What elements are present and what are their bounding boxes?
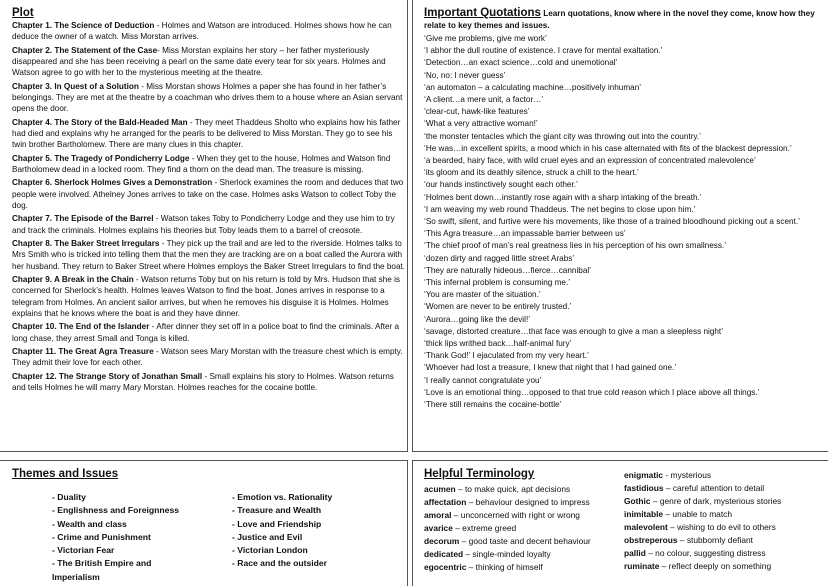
quotation: ‘Thank God!’ I ejaculated from my very heart.’: [424, 351, 589, 361]
theme-item: - Victorian Fear: [52, 545, 115, 556]
theme-item: - Englishness and Foreignness: [52, 505, 180, 516]
quotation: ‘an automaton – a calculating machine…positively inhuman’: [424, 82, 642, 92]
chapter-text: - Holmes and Watson are introduced. Holmes shows how he can deduce the owner of a watch. Miss Morstan arrives.: [12, 21, 392, 42]
term-definition: – stubbornly defiant: [677, 535, 753, 545]
quotation: ‘Aurora…going like the devil!’: [424, 314, 531, 324]
theme-item: - The British Empire and Imperialism: [52, 558, 152, 582]
chapter-title: Chapter 9. A Break in the Chain: [12, 274, 134, 284]
chapter-title: Chapter 2. The Statement of the Case: [12, 45, 158, 55]
chapter-summary: [12, 20, 407, 43]
chapter-text: - They pick up the trail and are led to the riverside. Holmes talks to Mrs Smith who is tricked into telling them that the men they are tracking are on a boat called the Aurora with her husband. They return to Baker Street where Holmes employs the Baker Street Irregulars to find the boat.: [12, 238, 406, 271]
term-word: dedicated: [424, 549, 464, 559]
quotation: ‘The chief proof of man’s real greatness lies in his perception of his own smallness.’: [424, 241, 727, 251]
term-definition: – genre of dark, mysterious stories: [650, 496, 782, 506]
chapter-summary: [12, 117, 407, 151]
terminology-entry: [424, 483, 624, 496]
chapter-text: - Small explains his story to Holmes. Watson returns and tells Holmes he will marry Mary Morstan. Holmes reaches for the cocaine bottle.: [12, 371, 394, 392]
term-word: amoral: [424, 510, 452, 520]
chapter-title: Chapter 8. The Baker Street Irregulars: [12, 238, 160, 248]
term-word: acumen: [424, 484, 456, 494]
chapter-text: - Miss Morstan explains her story – her father mysteriously disappeared and she has been receiving a pearl on the same date every tear for six years. Holmes and Watson agree to go with her to the mysterious meeting at the theatre.: [12, 45, 386, 78]
quotation: ‘a bearded, hairy face, with wild cruel eyes and an expression of concentrated malevolence’: [424, 156, 756, 166]
term-word: inimitable: [624, 509, 664, 519]
chapter-title: Chapter 7. The Episode of the Barrel: [12, 214, 154, 224]
terminology-entry: [624, 560, 824, 573]
term-word: obstreperous: [624, 535, 678, 545]
term-definition: - mysterious: [663, 470, 712, 480]
theme-item: - Crime and Punishment: [52, 531, 151, 542]
chapter-text: - Miss Morstan shows Holmes a paper she has found in her father’s belongings. They are met at the theatre by a coachman who drives them to a house where an Asian servant opens the door.: [12, 81, 403, 114]
term-word: avarice: [424, 523, 453, 533]
theme-item: - Duality: [52, 492, 86, 502]
terminology-entry: [424, 561, 624, 574]
chapter-text: - They meet Thaddeus Sholto who explains how his father had died and explains why he arranged for the pearls to be delivered to Miss Morstan. They go to see his twin brother Bartholomew. There are many clues in this chapter.: [12, 117, 401, 150]
chapter-title: Chapter 6. Sherlock Holmes Gives a Demonstration: [12, 178, 213, 188]
chapter-summary: [12, 274, 407, 320]
theme-item: - Treasure and Wealth: [232, 505, 322, 516]
theme-item: - Emotion vs. Rationality: [232, 492, 333, 502]
chapter-summary: [12, 177, 407, 211]
term-word: affectation: [424, 497, 467, 507]
terminology-entry: [424, 548, 624, 561]
term-word: decorum: [424, 536, 460, 546]
terminology-panel: [412, 460, 828, 586]
terminology-entry: [624, 469, 824, 482]
themes-panel: [0, 460, 408, 586]
chapter-title: Chapter 4. The Story of the Bald-Headed Man: [12, 117, 188, 127]
quotation: ‘the monster tentacles which the giant city was throwing out into the country.’: [424, 131, 701, 141]
quotation: ‘dozen dirty and ragged little street Arabs’: [424, 253, 575, 263]
quotation: ‘What a very attractive woman!’: [424, 119, 538, 129]
term-definition: – careful attention to detail: [663, 483, 765, 493]
quotation: ‘Holmes bent down…instantly rose again with a sharp intaking of the breath.’: [424, 192, 702, 202]
theme-item: - Love and Friendship: [232, 518, 322, 529]
quotation: ‘This Agra treasure…an impassable barrier between us’: [424, 229, 626, 239]
theme-item: - Wealth and class: [52, 518, 127, 529]
chapter-text: - After dinner they set off in a police boat to find the criminals. After a long chase, they arrest Small and Tonga is killed.: [12, 322, 400, 343]
terminology-heading: Helpful Terminology: [424, 468, 535, 480]
chapter-title: Chapter 12. The Strange Story of Jonathan Small: [12, 371, 203, 381]
term-definition: – extreme greed: [452, 523, 517, 533]
chapter-summary: [12, 153, 407, 176]
quotation: ‘I am weaving my web round Thaddeus. The net begins to close upon him.’: [424, 204, 696, 214]
term-definition: – no colour, suggesting distress: [645, 548, 766, 558]
quotation: ‘clear-cut, hawk-like features’: [424, 107, 530, 117]
term-definition: – wishing to do evil to others: [667, 522, 776, 532]
quotation: ‘So swift, silent, and furtive were his movements, like those of a trained bloodhound picking out a scent.’: [424, 217, 800, 227]
chapter-title: Chapter 11. The Great Agra Treasure: [12, 346, 154, 356]
term-word: Gothic: [624, 496, 651, 506]
quotation: ‘Whoever had lost a treasure, I knew that night that I had gained one.’: [424, 363, 677, 373]
quotations-heading: Important Quotations: [424, 7, 541, 19]
terminology-entry: [624, 534, 824, 547]
chapter-list: [12, 20, 407, 393]
quotation: ‘thick lips writhed back…half-animal fury’: [424, 339, 572, 349]
chapter-text: - Watson returns Toby but on his return is told by Mrs. Hudson that she is concerned for Sherlock’s health. Holmes leaves Watson to find the boat. Jones arrives in response to a telegram from Holmes. An ancient sailor arrives, but when he removes his disguise it is Holmes. Holmes explains that he knows where the boat is and they have dinner.: [12, 274, 400, 319]
quotation: ‘This infernal problem is consuming me.’: [424, 278, 571, 288]
term-definition: – unable to match: [663, 509, 732, 519]
chapter-summary: [12, 321, 407, 344]
terminology-entry: [624, 547, 824, 560]
term-definition: – good taste and decent behaviour: [459, 536, 591, 546]
theme-item: - Victorian London: [232, 545, 308, 556]
chapter-summary: [12, 346, 407, 369]
terminology-entry: [424, 522, 624, 535]
theme-item: - Race and the outsider: [232, 558, 328, 569]
theme-item: - Justice and Evil: [232, 531, 303, 542]
chapter-text: - When they get to the house, Holmes and Watson find Bartholomew dead in a locked room. They find a thorn on the dead man. The treasure is missing.: [12, 153, 391, 175]
terminology-entry: [424, 496, 624, 509]
chapter-title: Chapter 3. In Quest of a Solution: [12, 81, 139, 91]
term-word: pallid: [624, 548, 646, 558]
quotation: ‘Women are never to be entirely trusted.’: [424, 302, 572, 312]
chapter-text: - Watson sees Mary Morstan with the treasure chest which is empty. They admit their love for each other.: [12, 346, 403, 368]
term-definition: – unconcerned with right or wrong: [451, 510, 580, 520]
term-word: ruminate: [624, 561, 660, 571]
chapter-summary: [12, 45, 407, 79]
quotation: ‘I abhor the dull routine of existence. I crave for mental exaltation.’: [424, 46, 663, 56]
chapter-summary: [12, 238, 407, 272]
themes-heading: Themes and Issues: [12, 468, 119, 480]
themes-column-1: [12, 491, 192, 584]
chapter-title: Chapter 10. The End of the Islander: [12, 322, 150, 332]
quotation: ‘Give me problems, give me work’: [424, 34, 547, 43]
plot-heading: Plot: [12, 7, 34, 19]
quotation: ‘our hands instinctively sought each other.’: [424, 180, 578, 190]
term-definition: – behaviour designed to impress: [466, 497, 590, 507]
terminology-entry: [424, 509, 624, 522]
terminology-entry: [624, 508, 824, 521]
term-definition: – to make quick, apt decisions: [455, 484, 571, 494]
quotation-list: [424, 33, 820, 411]
terminology-column-1: [424, 483, 624, 574]
themes-column-2: [192, 491, 372, 584]
chapter-text: - Sherlock examines the room and deduces that two people were involved. Athelney Jones arrives to take on the case. Holmes asks Watson to collect Toby the dog.: [12, 178, 404, 211]
quotation: ‘its gloom and its deathly silence, struck a chill to the heart.’: [424, 168, 639, 178]
chapter-summary: [12, 371, 407, 394]
terminology-column-2: [624, 469, 824, 574]
terminology-entry: [424, 535, 624, 548]
chapter-summary: [12, 213, 407, 236]
terminology-entry: [624, 521, 824, 534]
term-word: malevolent: [624, 522, 668, 532]
quotation: ‘savage, distorted creature…that face was enough to give a man a sleepless night’: [424, 326, 724, 336]
quotations-header: [424, 6, 820, 32]
term-definition: – single-minded loyalty: [463, 549, 551, 559]
quotation: ‘He was…in excellent spirits, a mood which in his case alternated with fits of the blackest depression.’: [424, 143, 792, 153]
quotation: ‘Detection…an exact science…cold and unemotional’: [424, 58, 618, 68]
quotation: ‘There still remains the cocaine-bottle’: [424, 400, 562, 410]
chapter-summary: [12, 81, 407, 115]
quotation: ‘You are master of the situation.’: [424, 290, 541, 300]
quotation: ‘They are naturally hideous…fierce…cannibal’: [424, 265, 592, 275]
quotation: ‘A client…a mere unit, a factor…’: [424, 95, 544, 105]
terminology-entry: [624, 482, 824, 495]
quotation: ‘Love is an emotional thing…opposed to that true cold reason which I place above all things.’: [424, 387, 760, 397]
term-word: enigmatic: [624, 470, 664, 480]
term-definition: – reflect deeply on something: [659, 561, 772, 571]
term-definition: – thinking of himself: [466, 562, 543, 572]
chapter-title: Chapter 1. The Science of Deduction: [12, 21, 155, 30]
term-word: egocentric: [424, 562, 467, 572]
chapter-text: - Watson takes Toby to Pondicherry Lodge and they use him to try and track the criminals. Holmes explains his theories but Toby leads them to a barrel of creosote.: [12, 214, 395, 235]
quotation: ‘No, no: I never guess’: [424, 70, 506, 80]
plot-panel: [0, 0, 408, 452]
quotations-instruction: Learn quotations, know where in the novel they come, know how they relate to key themes and issues.: [424, 9, 815, 30]
quotations-panel: [412, 0, 828, 452]
quotation: ‘I really cannot congratulate you’: [424, 375, 542, 385]
term-word: fastidious: [624, 483, 664, 493]
terminology-entry: [624, 495, 824, 508]
chapter-title: Chapter 5. The Tragedy of Pondicherry Lodge: [12, 153, 190, 163]
